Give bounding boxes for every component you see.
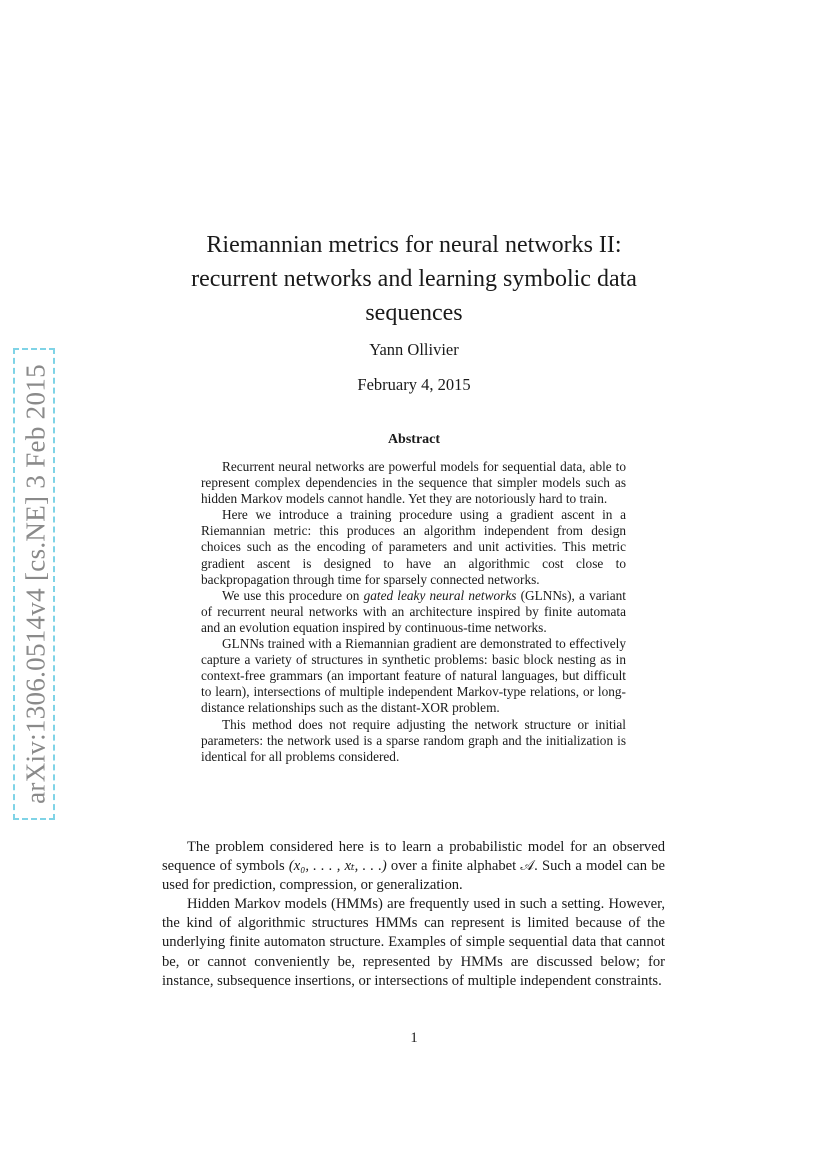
title-line: Riemannian metrics for neural networks II: xyxy=(206,232,622,258)
emphasis: gated leaky neural networks xyxy=(363,587,517,603)
abstract-paragraph: GLNNs trained with a Riemannian gradient are demonstrated to effectively capture a variety of structures in synthetic problems: basic block nesting as in context-free grammars (an important feature of natural languages, but difficult to learn), intersections of multiple independent Markov-type relations, or long-distance relationships such as the distant-XOR problem. xyxy=(201,636,626,716)
paper-title xyxy=(160,228,668,330)
abstract-heading: Abstract xyxy=(387,432,441,447)
body-text xyxy=(162,838,665,991)
body-paragraph xyxy=(162,838,665,895)
abstract-paragraph: Recurrent neural networks are powerful models for sequential data, able to represent complex dependencies in the sequence that simpler models such as hidden Markov models cannot handle. Yet they are notoriously hard to train. xyxy=(201,459,626,507)
body-text-run: over a finite alphabet xyxy=(386,858,521,875)
body-text-run: The problem considered here is to learn a probabilistic model for an observed sequence of symbols xyxy=(162,839,665,875)
arxiv-stamp: arXiv:1306.0514v4 [cs.NE] 3 Feb 2015 xyxy=(20,364,51,804)
abstract-text: (GLNNs), a variant of recurrent neural networks with an architecture inspired by finite automata and an evolution equation inspired by continuous-time networks. xyxy=(201,587,626,635)
abstract xyxy=(201,459,626,765)
body-paragraph: Hidden Markov models (HMMs) are frequently used in such a setting. However, the kind of algorithmic structures HMMs can represent is limited because of the underlying finite automaton structure. Examples of simple sequential data that cannot be, or cannot conveniently be, represented by HMMs are discussed below; for instance, subsequence insertions, or intersections of multiple independent constraints. xyxy=(162,896,665,989)
date: February 4, 2015 xyxy=(357,375,471,394)
title-line: recurrent networks and learning symbolic data xyxy=(191,266,637,292)
author: Yann Ollivier xyxy=(369,340,459,359)
abstract-text: We use this procedure on xyxy=(222,587,364,603)
body-text-run: . Such a model can be used for prediction, compression, or generalization. xyxy=(162,858,665,894)
abstract-paragraph xyxy=(201,588,626,636)
math-sequence: (x₀, . . . , xₜ, . . .) xyxy=(288,858,387,875)
page-number: 1 xyxy=(410,1030,418,1046)
abstract-paragraph: Here we introduce a training procedure using a gradient ascent in a Riemannian metric: this produces an algorithm independent from design choices such as the encoding of parameters and unit activities. This metric gradient ascent is designed to have an algorithmic cost close to backpropagation through time for sparsely connected networks. xyxy=(201,507,626,587)
abstract-paragraph: This method does not require adjusting the network structure or initial parameters: the network used is a sparse random graph and the initialization is identical for all problems considered. xyxy=(201,716,626,764)
title-line: sequences xyxy=(365,300,463,326)
math-alphabet: 𝒜 xyxy=(520,858,535,875)
